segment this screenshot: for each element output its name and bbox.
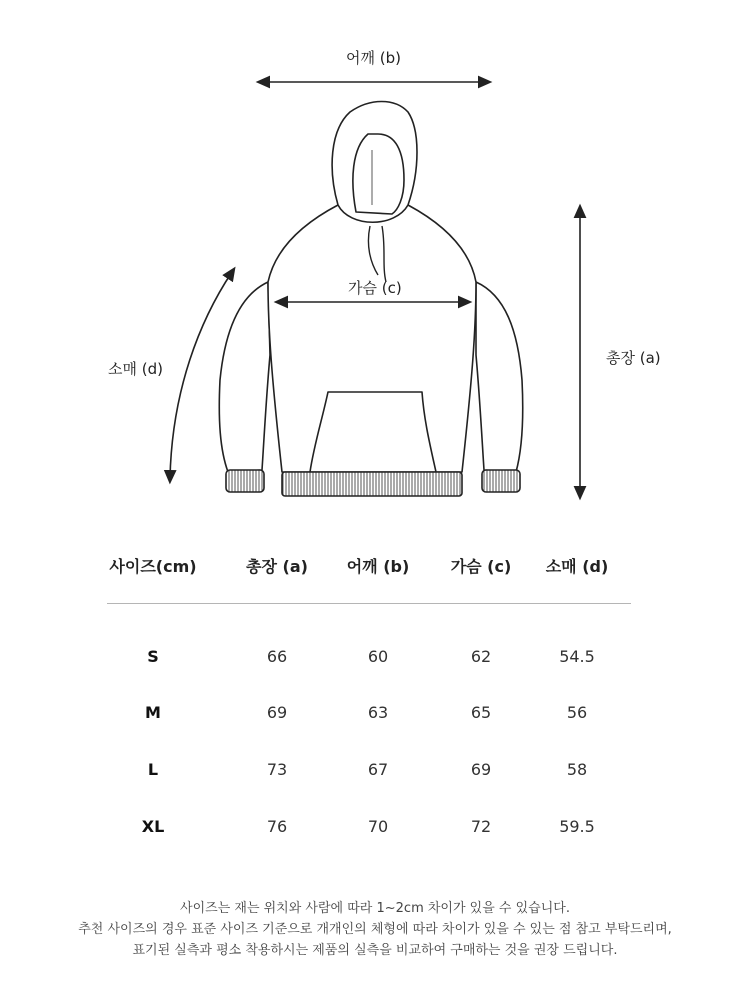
shoulder-label: 어깨 (b) (346, 49, 401, 67)
cell-shoulder: 67 (367, 760, 389, 779)
table-row (0, 703, 750, 727)
cell-length: 73 (266, 760, 288, 779)
left-cuff (226, 470, 264, 492)
table-row (0, 817, 750, 841)
cell-sleeve: 58 (566, 760, 588, 779)
hood-opening (353, 134, 404, 214)
cell-shoulder: 70 (367, 817, 389, 836)
cell-size: S (147, 647, 159, 666)
cell-shoulder: 63 (367, 703, 389, 722)
table-row (0, 760, 750, 784)
cell-sleeve: 59.5 (559, 817, 595, 836)
right-cuff (482, 470, 520, 492)
note-line: 추천 사이즈의 경우 표준 사이즈 기준으로 개개인의 체형에 따라 차이가 있을 수 있는 점 참고 부탁드리며, (78, 922, 672, 937)
cell-length: 66 (266, 647, 288, 666)
kangaroo-pocket (310, 392, 436, 472)
header-length: 총장 (a) (246, 557, 308, 576)
cell-chest: 72 (470, 817, 492, 836)
header-sleeve: 소매 (d) (545, 557, 609, 576)
note-line: 표기된 실측과 평소 착용하시는 제품의 실측을 비교하여 구매하는 것을 권장 드립니다. (132, 943, 618, 958)
right-sleeve (476, 282, 523, 472)
cell-sleeve: 54.5 (559, 647, 595, 666)
chest-label: 가슴 (c) (348, 279, 402, 297)
note-line: 사이즈는 재는 위치와 사람에 따라 1~2cm 차이가 있을 수 있습니다. (180, 901, 570, 916)
header-size: 사이즈(cm) (109, 557, 197, 576)
cell-sleeve: 56 (566, 703, 588, 722)
length-label: 총장 (a) (606, 349, 661, 367)
cell-size: L (147, 760, 159, 779)
cell-size: XL (141, 817, 165, 836)
hem-rib (282, 472, 462, 496)
table-header (0, 554, 750, 578)
table-row (0, 647, 750, 671)
cell-length: 69 (266, 703, 288, 722)
cell-length: 76 (266, 817, 288, 836)
left-sleeve (219, 282, 270, 472)
cell-shoulder: 60 (367, 647, 389, 666)
cell-chest: 62 (470, 647, 492, 666)
cell-chest: 65 (470, 703, 492, 722)
table-divider (107, 603, 631, 604)
cell-chest: 69 (470, 760, 492, 779)
header-shoulder: 어깨 (b) (346, 557, 410, 576)
size-notes (0, 898, 750, 961)
header-chest: 가슴 (c) (450, 557, 512, 576)
cell-size: M (145, 703, 161, 722)
sleeve-label: 소매 (d) (108, 360, 163, 378)
